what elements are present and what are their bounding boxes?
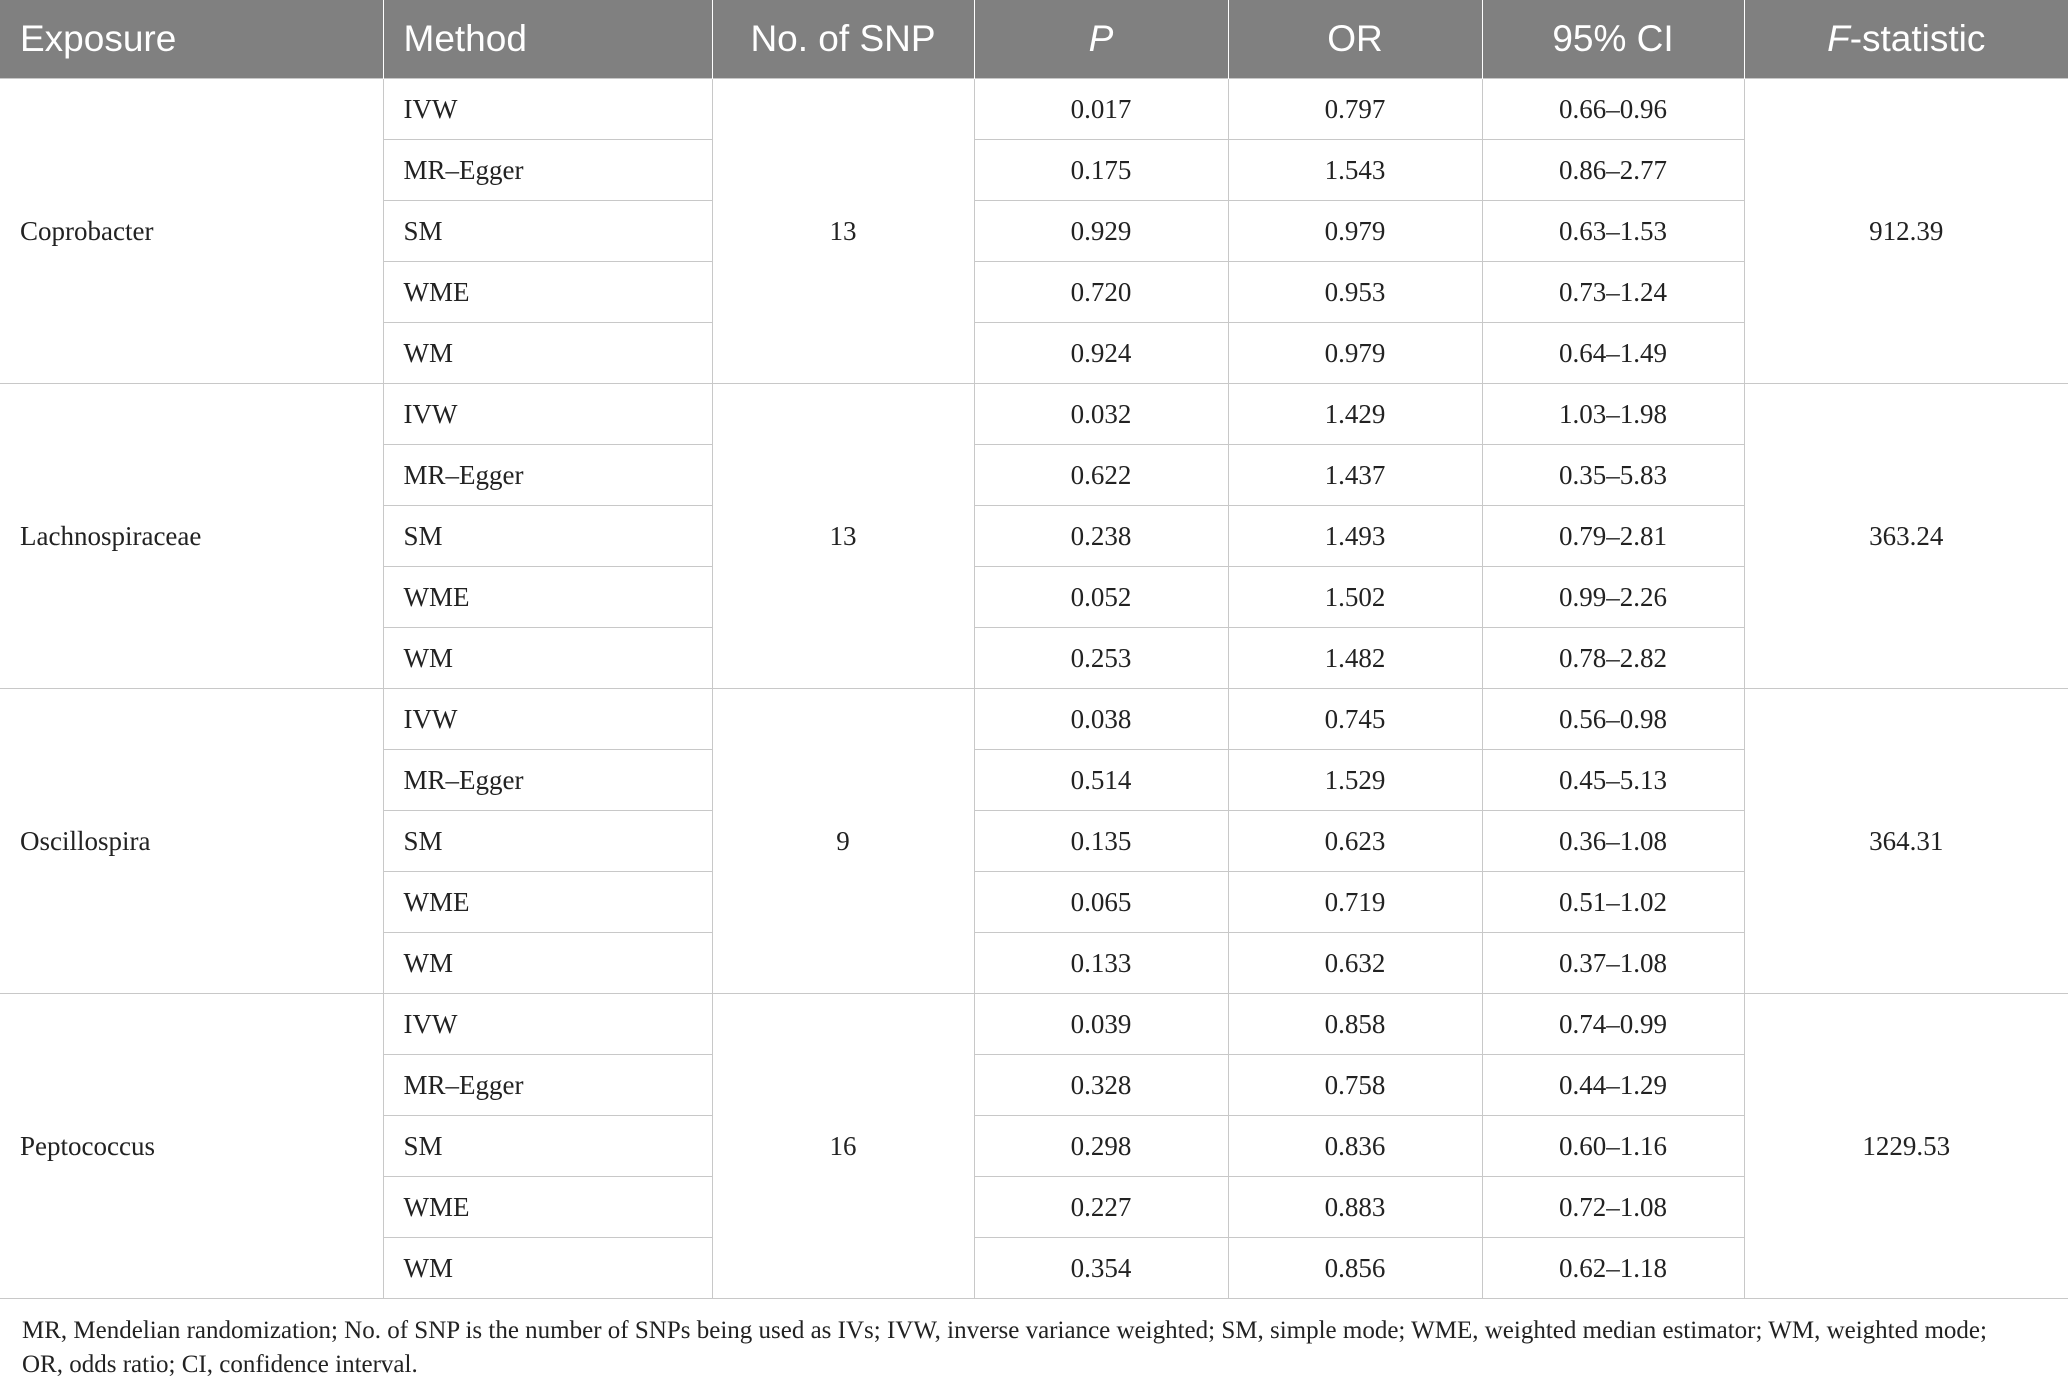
snp-count-cell: 13 (712, 384, 974, 689)
f-statistic-cell: 364.31 (1744, 689, 2068, 994)
method-cell: WME (383, 872, 712, 933)
f-statistic-cell: 363.24 (1744, 384, 2068, 689)
p-value-cell: 0.298 (974, 1116, 1228, 1177)
exposure-cell: Lachnospiraceae (0, 384, 383, 689)
p-value-cell: 0.328 (974, 1055, 1228, 1116)
confidence-interval-cell: 0.37–1.08 (1482, 933, 1744, 994)
confidence-interval-cell: 0.86–2.77 (1482, 140, 1744, 201)
method-cell: IVW (383, 79, 712, 140)
confidence-interval-cell: 0.73–1.24 (1482, 262, 1744, 323)
p-value-cell: 0.720 (974, 262, 1228, 323)
confidence-interval-cell: 0.51–1.02 (1482, 872, 1744, 933)
table-row (0, 994, 2068, 1055)
odds-ratio-cell: 0.953 (1228, 262, 1482, 323)
method-cell: MR–Egger (383, 750, 712, 811)
odds-ratio-cell: 0.719 (1228, 872, 1482, 933)
table-row (0, 384, 2068, 445)
f-statistic-cell: 912.39 (1744, 79, 2068, 384)
confidence-interval-cell: 0.60–1.16 (1482, 1116, 1744, 1177)
p-value-cell: 0.622 (974, 445, 1228, 506)
odds-ratio-cell: 1.543 (1228, 140, 1482, 201)
method-cell: IVW (383, 994, 712, 1055)
header-odds-ratio: OR (1228, 0, 1482, 79)
odds-ratio-cell: 1.529 (1228, 750, 1482, 811)
confidence-interval-cell: 0.72–1.08 (1482, 1177, 1744, 1238)
confidence-interval-cell: 0.63–1.53 (1482, 201, 1744, 262)
odds-ratio-cell: 0.623 (1228, 811, 1482, 872)
odds-ratio-cell: 1.437 (1228, 445, 1482, 506)
confidence-interval-cell: 0.99–2.26 (1482, 567, 1744, 628)
odds-ratio-cell: 0.856 (1228, 1238, 1482, 1299)
snp-count-cell: 9 (712, 689, 974, 994)
method-cell: WM (383, 933, 712, 994)
method-cell: IVW (383, 384, 712, 445)
table-row (0, 79, 2068, 140)
header-f-statistic (1744, 0, 2068, 79)
method-cell: SM (383, 1116, 712, 1177)
method-cell: SM (383, 506, 712, 567)
p-value-cell: 0.227 (974, 1177, 1228, 1238)
p-value-cell: 0.924 (974, 323, 1228, 384)
odds-ratio-cell: 0.858 (1228, 994, 1482, 1055)
confidence-interval-cell: 0.79–2.81 (1482, 506, 1744, 567)
method-cell: WM (383, 628, 712, 689)
method-cell: SM (383, 201, 712, 262)
p-value-cell: 0.253 (974, 628, 1228, 689)
p-value-cell: 0.175 (974, 140, 1228, 201)
table-footnote: MR, Mendelian randomization; No. of SNP is the number of SNPs being used as IVs; IVW, inverse variance weighted; SM, simple mode; WME, weighted median estimator; WM, weighted mode; OR, odds ratio; CI, confidence interval. (22, 1317, 1987, 1378)
header-snp-count: No. of SNP (712, 0, 974, 79)
header-p-value (974, 0, 1228, 79)
confidence-interval-cell: 1.03–1.98 (1482, 384, 1744, 445)
confidence-interval-cell: 0.64–1.49 (1482, 323, 1744, 384)
header-exposure: Exposure (0, 0, 383, 79)
odds-ratio-cell: 0.758 (1228, 1055, 1482, 1116)
snp-count-cell: 13 (712, 79, 974, 384)
method-cell: WME (383, 262, 712, 323)
confidence-interval-cell: 0.45–5.13 (1482, 750, 1744, 811)
p-value-cell: 0.929 (974, 201, 1228, 262)
p-value-cell: 0.065 (974, 872, 1228, 933)
header-confidence-interval: 95% CI (1482, 0, 1744, 79)
confidence-interval-cell: 0.56–0.98 (1482, 689, 1744, 750)
method-cell: MR–Egger (383, 140, 712, 201)
odds-ratio-cell: 1.502 (1228, 567, 1482, 628)
odds-ratio-cell: 0.979 (1228, 323, 1482, 384)
method-cell: MR–Egger (383, 1055, 712, 1116)
odds-ratio-cell: 1.482 (1228, 628, 1482, 689)
p-value-cell: 0.038 (974, 689, 1228, 750)
table-header (0, 0, 2068, 79)
confidence-interval-cell: 0.44–1.29 (1482, 1055, 1744, 1116)
odds-ratio-cell: 0.632 (1228, 933, 1482, 994)
p-value-cell: 0.238 (974, 506, 1228, 567)
p-value-cell: 0.032 (974, 384, 1228, 445)
odds-ratio-cell: 0.745 (1228, 689, 1482, 750)
method-cell: WME (383, 567, 712, 628)
header-method: Method (383, 0, 712, 79)
method-cell: WME (383, 1177, 712, 1238)
odds-ratio-cell: 0.836 (1228, 1116, 1482, 1177)
odds-ratio-cell: 0.979 (1228, 201, 1482, 262)
table-row (0, 689, 2068, 750)
exposure-cell: Oscillospira (0, 689, 383, 994)
f-statistic-cell: 1229.53 (1744, 994, 2068, 1299)
method-cell: WM (383, 323, 712, 384)
p-value-cell: 0.017 (974, 79, 1228, 140)
confidence-interval-cell: 0.74–0.99 (1482, 994, 1744, 1055)
odds-ratio-cell: 0.797 (1228, 79, 1482, 140)
confidence-interval-cell: 0.35–5.83 (1482, 445, 1744, 506)
header-f-italic: F (1827, 18, 1850, 59)
header-row (0, 0, 2068, 79)
p-value-cell: 0.133 (974, 933, 1228, 994)
confidence-interval-cell: 0.66–0.96 (1482, 79, 1744, 140)
method-cell: SM (383, 811, 712, 872)
confidence-interval-cell: 0.78–2.82 (1482, 628, 1744, 689)
p-value-cell: 0.514 (974, 750, 1228, 811)
method-cell: IVW (383, 689, 712, 750)
confidence-interval-cell: 0.36–1.08 (1482, 811, 1744, 872)
exposure-cell: Coprobacter (0, 79, 383, 384)
confidence-interval-cell: 0.62–1.18 (1482, 1238, 1744, 1299)
method-cell: MR–Egger (383, 445, 712, 506)
p-value-cell: 0.135 (974, 811, 1228, 872)
odds-ratio-cell: 0.883 (1228, 1177, 1482, 1238)
p-value-cell: 0.052 (974, 567, 1228, 628)
odds-ratio-cell: 1.429 (1228, 384, 1482, 445)
header-f-rest: -statistic (1849, 18, 1986, 59)
snp-count-cell: 16 (712, 994, 974, 1299)
header-p-label: P (1088, 18, 1114, 59)
p-value-cell: 0.039 (974, 994, 1228, 1055)
table-body (0, 79, 2068, 1299)
p-value-cell: 0.354 (974, 1238, 1228, 1299)
exposure-cell: Peptococcus (0, 994, 383, 1299)
method-cell: WM (383, 1238, 712, 1299)
odds-ratio-cell: 1.493 (1228, 506, 1482, 567)
